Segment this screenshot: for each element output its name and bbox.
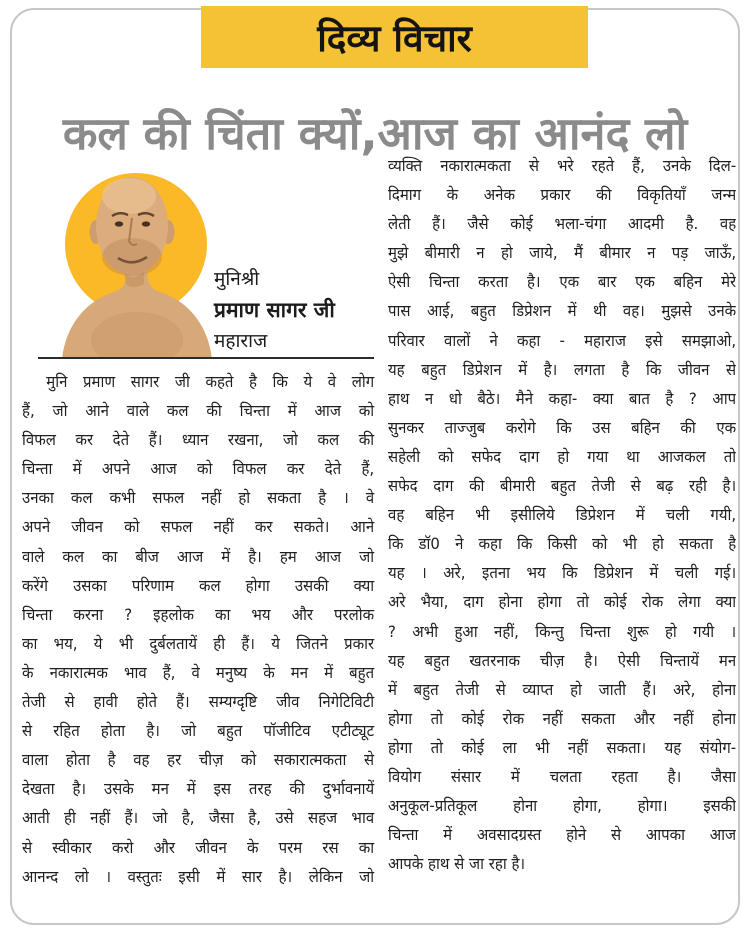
body-text-line: मुझे बीमारी न हो जाये, मैं बीमार न पड़ जाऊँ, xyxy=(388,243,737,263)
monk-portrait xyxy=(46,158,226,359)
body-text-line: में बहुत तेजी से व्याप्त हो जाती हैं। अरे, होना xyxy=(388,679,737,699)
body-text-line: वियोग संसार में चलता रहता है। जैसा xyxy=(388,766,737,786)
body-text-line: आनन्द लो । वस्तुतः इसी में सार है। लेकिन जो xyxy=(22,866,375,886)
body-text-line: ? अभी हुआ नहीं, किन्तु चिन्ता शुरू हो गयी । xyxy=(388,621,737,641)
body-text-line: होगा तो कोई रोक नहीं सकता और नहीं होना xyxy=(388,708,737,728)
body-text-line: होगा तो कोई ला भी नहीं सकता। यह संयोग- xyxy=(388,737,737,757)
body-text-line: का भय, ये भी दुर्बलतायें ही हैं। ये जितने प्रकार xyxy=(22,633,375,653)
body-text-line: हैं, जो आने वाले कल की चिन्ता में आज को xyxy=(22,401,375,421)
caption-divider-rule xyxy=(38,357,374,359)
body-text-line: से स्वीकार करो और जीवन के परम रस का xyxy=(22,837,375,857)
body-text-line: हाथ न धो बैठे। मैने कहा- क्या बात है ? आप xyxy=(388,388,737,408)
article-headline: कल की चिंता क्यों,आज का आनंद लो xyxy=(62,107,688,161)
body-text-line: तेजी से हावी होते हैं। सम्यग्दृष्टि जीव निगेटिविटी xyxy=(22,692,375,712)
body-text-line: अपने जीवन को सफल नहीं कर सकते। आने xyxy=(22,517,375,537)
eye-right xyxy=(142,221,150,226)
body-text-line: कि डॉ0 ने कहा कि किसी को भी हो सकता है xyxy=(388,534,737,554)
column-masthead xyxy=(201,6,588,68)
body-text-line: परिवार वालों ने कहा - महाराज इसे समझाओ, xyxy=(388,330,737,350)
eye-left xyxy=(115,221,123,226)
author-prefix: मुनिश्री xyxy=(214,268,260,290)
body-text-line: सफेद दाग की बीमारी बहुत तेजी से बढ़ रही है। xyxy=(388,476,737,496)
body-text-line: यह । अरे, इतना भय कि डिप्रेशन में चली गई। xyxy=(388,563,737,583)
body-text-line: चिन्ता में अपने आज को विफल कर देते हैं, xyxy=(22,459,375,479)
body-text-line: अनुकूल-प्रतिकूल होना होगा, होगा। इसकी xyxy=(388,796,737,816)
body-text-line: के नकारात्मक भाव हैं, वे मनुष्य के मन में बहुत xyxy=(22,662,375,682)
author-caption xyxy=(214,264,384,356)
body-text-line: सुनकर ताज्जुब करोगे कि उस बहिन की एक xyxy=(388,417,737,437)
bald-crown-highlight xyxy=(102,178,156,214)
body-text-line: आती ही नहीं हैं। जो है, जैसा है, उसे सहज भाव xyxy=(22,808,375,828)
body-text-line: मुनि प्रमाण सागर जी कहते है कि ये वे लोग xyxy=(46,372,375,391)
body-text-line: वाले कल का बीज आज में है। हम आज जो xyxy=(22,546,375,566)
article-right-column xyxy=(388,151,736,880)
body-text-line: यह बहुत डिप्रेशन में है। लगता है कि जीवन से xyxy=(388,359,737,379)
body-text-line: देखता है। उसके मन में इस तरह की दुर्भावनायें xyxy=(22,779,375,799)
body-text-line: उनका कल कभी सफल नहीं हो सकता है । वे xyxy=(22,488,375,508)
body-text-line: चिन्ता में अवसादग्रस्त होने से आपका आज xyxy=(388,825,737,845)
body-text-line: वह बहिन भी इसीलिये डिप्रेशन में चली गयी, xyxy=(388,505,737,525)
masthead-title: दिव्य विचार xyxy=(317,16,472,60)
body-text-line: व्यक्ति नकारात्मकता से भरे रहते हैं, उनके दिल- xyxy=(388,156,737,175)
body-text-line: आपके हाथ से जा रहा है। xyxy=(388,854,526,874)
body-text-line: पास आई, बहुत डिप्रेशन में थी वह। मुझसे उनके xyxy=(388,301,737,321)
body-text-line: सहेली को सफेद दाग हो गया था आजकल तो xyxy=(388,446,737,466)
body-text-line: ऐसी चिन्ता करता है। एक बार एक बहिन मेरे xyxy=(388,272,737,292)
body-text-line: वाला होता है वह हर चीज़ को सकारात्मकता से xyxy=(22,750,375,770)
author-suffix: महाराज xyxy=(214,330,268,352)
body-text-line: यह बहुत खतरनाक चीज़ है। ऐसी चिन्तायें मन xyxy=(388,650,737,670)
body-text-line: करेंगे उसका परिणाम कल होगा उसकी क्या xyxy=(22,575,375,595)
body-text-line: चिन्ता करना ? इहलोक का भय और परलोक xyxy=(22,604,375,624)
body-text-line: अरे भैया, दाग होना होगा तो कोई रोक लेगा क्या xyxy=(388,592,737,612)
article-left-column xyxy=(22,367,374,892)
body-text-line: से रहित होता है। जो बहुत पॉजीटिव एटीट्यूट xyxy=(22,721,375,741)
body-text-line: लेती हैं। जैसे कोई भला-चंगा आदमी है. वह xyxy=(388,214,737,234)
author-name: प्रमाण सागर जी xyxy=(214,298,335,322)
body-text-line: दिमाग के अनेक प्रकार की विकृतियाँ जन्म xyxy=(388,185,737,205)
body-text-line: विफल कर देते हैं। ध्यान रखना, जो कल की xyxy=(22,430,375,450)
monk-portrait-illustration xyxy=(46,158,226,359)
